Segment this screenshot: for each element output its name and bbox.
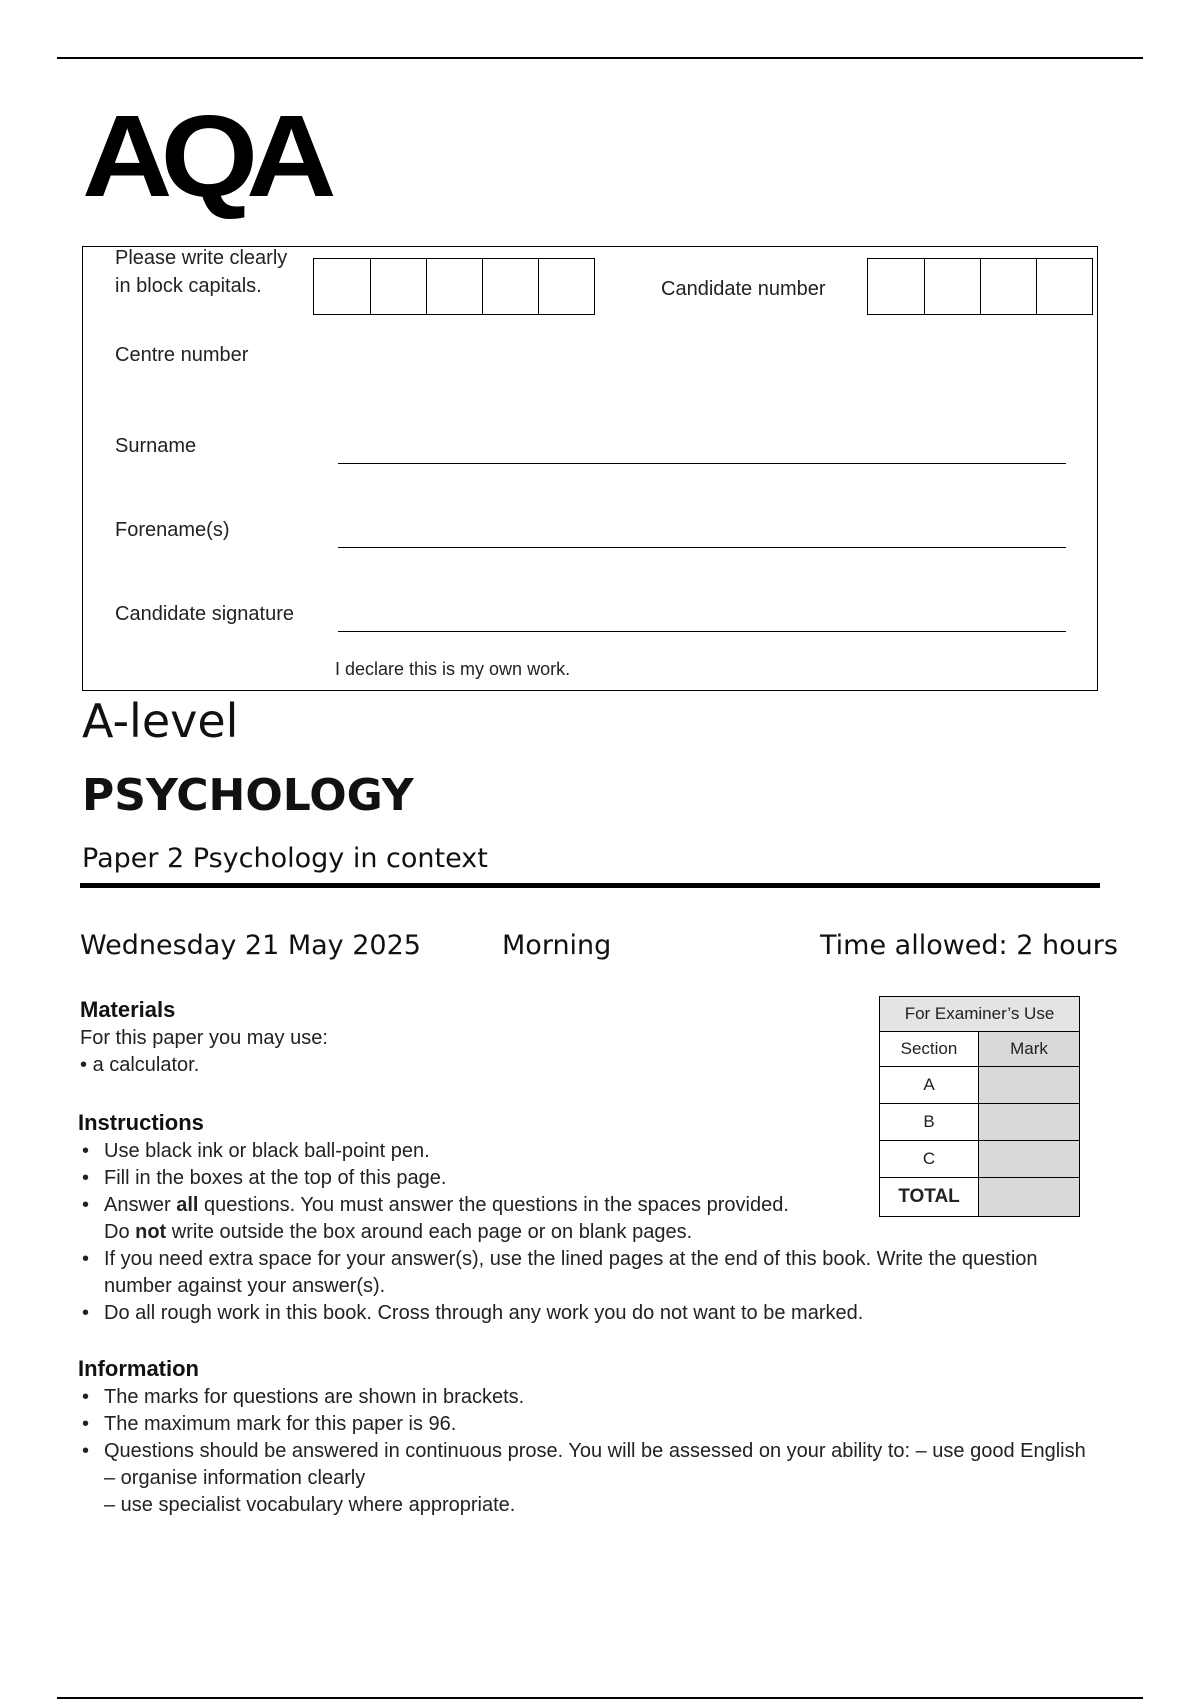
candidate-details-box bbox=[82, 246, 1098, 691]
section-label: B bbox=[880, 1104, 979, 1141]
materials-item: • a calculator. bbox=[80, 1054, 200, 1076]
surname-field[interactable] bbox=[338, 463, 1066, 464]
total-mark-cell bbox=[979, 1178, 1080, 1217]
bottom-rule bbox=[57, 1697, 1143, 1699]
section-label: C bbox=[880, 1141, 979, 1178]
centre-digit-box[interactable] bbox=[538, 259, 594, 314]
information-item: • The maximum mark for this paper is 96. bbox=[80, 1411, 1080, 1438]
section-mark-cell bbox=[979, 1067, 1080, 1104]
paper-title: Paper 2 Psychology in context bbox=[82, 843, 488, 874]
information-item: • The marks for questions are shown in brackets. bbox=[80, 1384, 1080, 1411]
instructions-heading: Instructions bbox=[78, 1110, 204, 1135]
mark-column-header: Mark bbox=[979, 1032, 1080, 1067]
total-label: TOTAL bbox=[880, 1178, 979, 1217]
declaration-text: I declare this is my own work. bbox=[335, 659, 571, 679]
examiner-table-title: For Examiner’s Use bbox=[880, 997, 1080, 1032]
centre-digit-box[interactable] bbox=[426, 259, 482, 314]
examiner-use-table bbox=[879, 996, 1080, 1217]
materials-item-text: a calculator. bbox=[92, 1054, 200, 1076]
surname-label: Surname bbox=[115, 435, 197, 457]
signature-field[interactable] bbox=[338, 631, 1066, 632]
write-clearly-label-1: Please write clearly bbox=[115, 247, 288, 269]
aqa-logo: AQA bbox=[82, 91, 325, 221]
materials-heading: Materials bbox=[80, 997, 176, 1022]
section-mark-cell bbox=[979, 1104, 1080, 1141]
centre-number-boxes[interactable] bbox=[313, 258, 595, 315]
instruction-item: • Do all rough work in this book. Cross through any work you do not want to be marked. bbox=[80, 1300, 1080, 1327]
section-label: A bbox=[880, 1067, 979, 1104]
exam-date: Wednesday 21 May 2025 bbox=[80, 930, 421, 961]
information-item: • Questions should be answered in continuous prose. You will be assessed on your ability to: – use good English – organise information clearly – use specialist vocabulary where appropriate. bbox=[80, 1438, 1094, 1519]
instruction-item: • Use black ink or black ball-point pen. bbox=[80, 1138, 1080, 1165]
candidate-number-boxes[interactable] bbox=[867, 258, 1093, 315]
forenames-field[interactable] bbox=[338, 547, 1066, 548]
qualification-level: A-level bbox=[82, 694, 239, 748]
centre-number-label: Centre number bbox=[115, 344, 249, 366]
centre-digit-box[interactable] bbox=[314, 259, 370, 314]
candidate-digit-box[interactable] bbox=[1036, 259, 1092, 314]
candidate-digit-box[interactable] bbox=[980, 259, 1036, 314]
candidate-digit-box[interactable] bbox=[924, 259, 980, 314]
instruction-item: • If you need extra space for your answer(s), use the lined pages at the end of this book. Write the question number against your answer(s). bbox=[80, 1246, 1064, 1300]
time-allowed: Time allowed: 2 hours bbox=[820, 930, 1118, 961]
exam-session: Morning bbox=[502, 930, 612, 961]
candidate-digit-box[interactable] bbox=[868, 259, 924, 314]
section-mark-cell bbox=[979, 1141, 1080, 1178]
title-rule bbox=[80, 883, 1100, 888]
centre-digit-box[interactable] bbox=[370, 259, 426, 314]
write-clearly-label-2: in block capitals. bbox=[115, 275, 262, 297]
materials-intro: For this paper you may use: bbox=[80, 1027, 328, 1049]
candidate-number-label: Candidate number bbox=[661, 278, 826, 300]
instruction-item: • Answer all questions. You must answer the questions in the spaces provided. Do not write outside the box around each page or on blank pages. bbox=[80, 1192, 1080, 1246]
signature-label: Candidate signature bbox=[115, 603, 295, 625]
information-list bbox=[80, 1384, 1086, 1519]
subject-title: PSYCHOLOGY bbox=[82, 770, 414, 821]
forenames-label: Forename(s) bbox=[115, 519, 230, 541]
top-rule bbox=[57, 57, 1143, 59]
information-heading: Information bbox=[78, 1356, 199, 1381]
centre-digit-box[interactable] bbox=[482, 259, 538, 314]
instruction-item: • Fill in the boxes at the top of this page. bbox=[80, 1165, 1080, 1192]
section-column-header: Section bbox=[880, 1032, 979, 1067]
